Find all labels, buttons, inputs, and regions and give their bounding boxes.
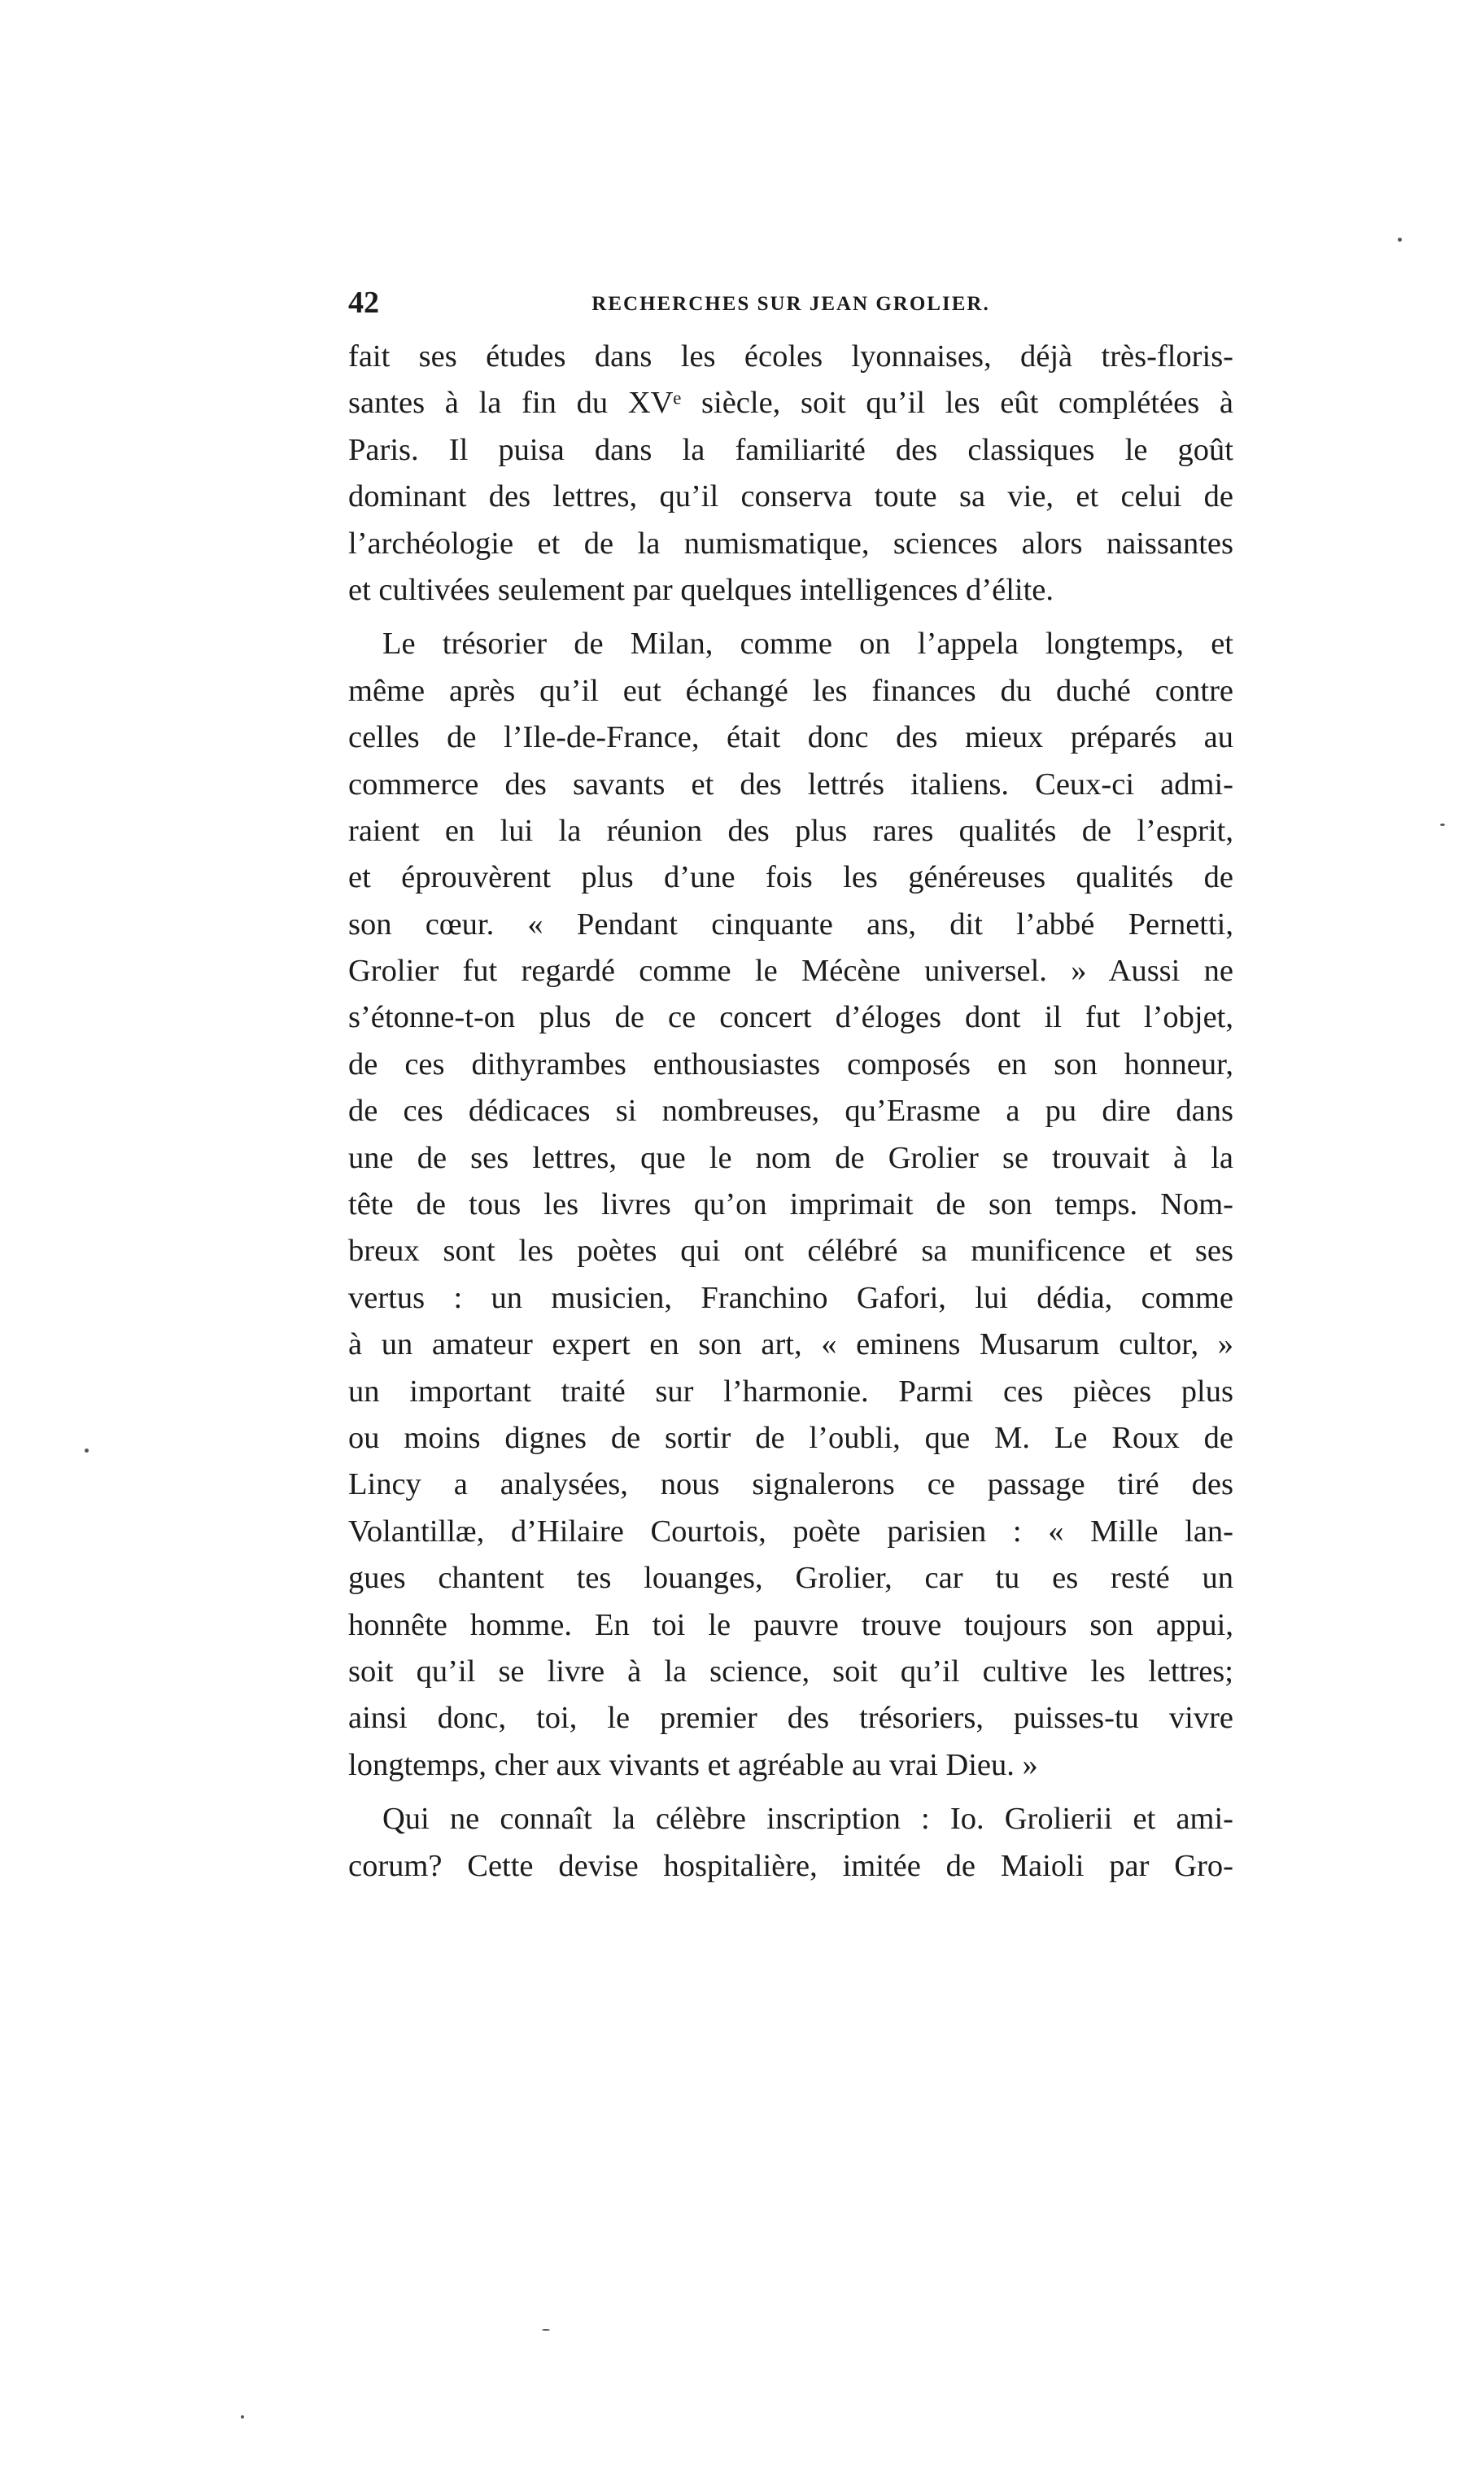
text-line: breux sont les poètes qui ont célébré sa munificence et ses (348, 1234, 1233, 1269)
text-line: un important traité sur l’harmonie. Parmi ces pièces plus (348, 1374, 1233, 1409)
text-line: Qui ne connaît la célèbre inscription : Io. Grolierii et ami- (382, 1802, 1233, 1837)
text-line: longtemps, cher aux vivants et agréable au vrai Dieu. » (348, 1747, 1038, 1782)
text-line: celles de l’Ile-de-France, était donc des mieux préparés au (348, 720, 1233, 755)
text-line: gues chantent tes louanges, Grolier, car tu es resté un (348, 1561, 1233, 1596)
text-line: à un amateur expert en son art, « eminens Musarum cultor, » (348, 1327, 1233, 1362)
text-line: et cultivées seulement par quelques intelligences d’élite. (348, 572, 1054, 607)
text-line: même après qu’il eut échangé les finances du duché contre (348, 673, 1233, 708)
text-line: soit qu’il se livre à la science, soit qu’il cultive les lettres; (348, 1654, 1233, 1689)
text-line: ou moins dignes de sortir de l’oubli, que M. Le Roux de (348, 1420, 1233, 1455)
text-line: dominant des lettres, qu’il conserva toute sa vie, et celui de (348, 479, 1233, 514)
text-line: santes à la fin du XVᵉ siècle, soit qu’il les eût complétées à (348, 386, 1233, 421)
paragraph-3 (348, 1796, 1233, 1890)
text-line: Volantillæ, d’Hilaire Courtois, poète parisien : « Mille lan- (348, 1514, 1233, 1549)
text-line: une de ses lettres, que le nom de Grolier se trouvait à la (348, 1140, 1233, 1175)
text-line: Lincy a analysées, nous signalerons ce passage tiré des (348, 1467, 1233, 1502)
running-title: RECHERCHES SUR JEAN GROLIER. (591, 293, 990, 315)
text-line: honnête homme. En toi le pauvre trouve toujours son appui, (348, 1607, 1233, 1642)
text-line: raient en lui la réunion des plus rares qualités de l’esprit, (348, 813, 1233, 848)
text-line: fait ses études dans les écoles lyonnaises, déjà très-floris- (348, 339, 1233, 374)
paragraph-1 (348, 334, 1233, 614)
text-line: Le trésorier de Milan, comme on l’appela longtemps, et (382, 627, 1233, 662)
text-line: Grolier fut regardé comme le Mécène universel. » Aussi ne (348, 954, 1233, 989)
body-text (348, 334, 1233, 1890)
text-line: tête de tous les livres qu’on imprimait de son temps. Nom- (348, 1187, 1233, 1222)
text-line: corum? Cette devise hospitalière, imitée de Maioli par Gro- (348, 1848, 1233, 1883)
text-line: vertus : un musicien, Franchino Gafori, lui dédia, comme (348, 1280, 1233, 1315)
text-line: de ces dithyrambes enthousiastes composés en son honneur, (348, 1047, 1233, 1082)
text-line: de ces dédicaces si nombreuses, qu’Erasme a pu dire dans (348, 1094, 1233, 1129)
text-line: et éprouvèrent plus d’une fois les généreuses qualités de (348, 860, 1233, 895)
text-line: commerce des savants et des lettrés italiens. Ceux-ci admi- (348, 767, 1233, 802)
text-line: ainsi donc, toi, le premier des trésoriers, puisses-tu vivre (348, 1701, 1233, 1736)
paragraph-2 (348, 621, 1233, 1789)
text-line: Paris. Il puisa dans la familiarité des classiques le goût (348, 432, 1233, 467)
page-header (348, 285, 1233, 321)
page-number: 42 (348, 286, 379, 320)
text-line: s’étonne-t-on plus de ce concert d’éloges dont il fut l’objet, (348, 1000, 1233, 1035)
text-line: son cœur. « Pendant cinquante ans, dit l’abbé Pernetti, (348, 907, 1233, 942)
text-line: l’archéologie et de la numismatique, sciences alors naissantes (348, 526, 1233, 561)
